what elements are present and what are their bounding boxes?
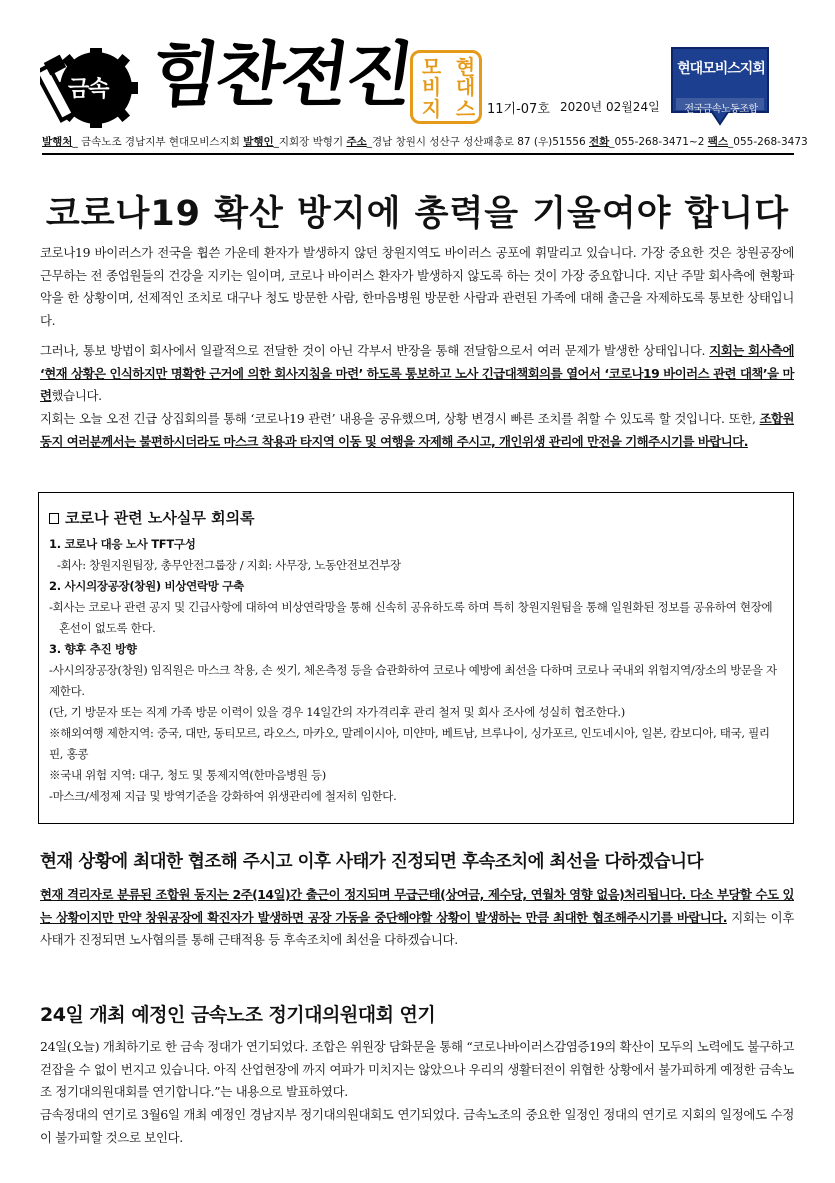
section-2-heading: 현재 상황에 최대한 협조해 주시고 이후 사태가 진정되면 후속조치에 최선을 다하겠습니다 <box>40 852 703 872</box>
masthead <box>0 0 835 148</box>
minutes-section-2-heading: 2. 사시의장공장(창원) 비상연락망 구축 <box>49 579 244 593</box>
minutes-section-3-heading: 3. 향후 추진 방향 <box>49 642 137 656</box>
checkbox-square-icon <box>49 513 59 524</box>
fax-label: 팩스 <box>707 136 729 148</box>
main-headline: 코로나19 확산 방지에 총력을 기울여야 합니다 <box>45 194 790 234</box>
intro-p2-end: 했습니다. <box>51 388 102 404</box>
minutes-section-3-line-1: -사시의장공장(창원) 임직원은 마스크 착용, 손 씻기, 체온측정 등을 습관화하여 코로나 예방에 최선을 다하며 코로나 국내외 위험지역/장소의 방문을 자제한다. <box>49 663 777 698</box>
issue-date: 2020년 02월24일 <box>560 100 660 114</box>
intro-paragraph-3 <box>40 408 794 453</box>
seal-char: 현 <box>455 55 476 79</box>
phone-value: _055-268-3471~2 <box>609 136 705 148</box>
minutes-title <box>49 507 783 528</box>
seal-char: 비 <box>421 75 442 99</box>
section-2-text: 지회는 이후 사태가 진정되면 노사협의를 통해 근태적용 등 후속조치에 최선을 다하겠습니다. <box>40 909 794 948</box>
minutes-section-1-line: -회사: 창원지원팀장, 총무안전그룹장 / 지회: 사무장, 노동안전보건부장 <box>57 558 401 572</box>
intro-p2-emphasis: 지회는 회사측에 ‘현재 상황은 인식하지만 명확한 근거에 의한 회사지침을 마련’ 하도록 통보하고 노사 긴급대책회의를 열어서 ‘코로나19 바이러스 관련 대책’을 마련 <box>40 343 794 404</box>
minutes-section-3-line-5: -마스크/세정제 지급 및 방역기준을 강화하여 위생관리에 철저히 임한다. <box>49 789 397 803</box>
minutes-section-3-line-2: (단, 기 방문자 또는 직계 가족 방문 이력이 있을 경우 14일간의 자가격리후 관리 철저 및 회사 조사에 성실히 협조한다.) <box>49 705 625 719</box>
minutes-section-3-line-4: ※국내 위험 지역: 대구, 청도 및 통제지역(한마음병원 등) <box>49 768 326 782</box>
issue-number: 11기-07호 <box>487 102 550 117</box>
minutes-title-text: 코로나 관련 노사실무 회의록 <box>65 509 255 527</box>
issuer-label: 발행인 <box>243 136 274 148</box>
intro-paragraph-1: 코로나19 바이러스가 전국을 휩쓴 가운데 환자가 발생하지 않던 창원지역도 바이러스 공포에 휘말리고 있습니다. 가장 중요한 것은 창원공장에 근무하는 전 종업원들의 건강을 지키는 일이며, 코로나 바이러스 환자가 발생하지 않도록 하는 것이 가장 중요합니다. 지난 주말 회사측에 현황파악을 한 상황이며, 선제적인 조치로 대구나 청도 방문한 사람, 한마음병원 방문한 사람과 관련된 가족에 대해 출근을 자제하도록 통보한 상태입니다. <box>40 245 794 328</box>
seal-char: 지 <box>421 97 442 121</box>
section-2-paragraph <box>40 884 794 952</box>
intro-p3-emphasis: 조합원 동지 여러분께서는 불편하시더라도 마스크 착용과 타지역 이동 및 여행을 자제해 주시고, 개인위생 관리에 만전을 기해주시기를 바랍니다. <box>40 411 794 449</box>
issuer-value: _지회장 박형기 <box>273 136 344 148</box>
section-2-emphasis: 현재 격리자로 분류된 조합원 동지는 2주(14일)간 출근이 정지되며 무급근태(상여금, 제수당, 연월차 영향 없음)처리됩니다. 다소 부당할 수도 있는 상황이지만 만약 창원공장에 확진자가 발생하면 공장 가동을 중단해야할 상황이 발생하는 만큼 최대한 협조해주시기를 바랍니다. <box>40 887 794 925</box>
intro-p3-text: 지회는 오늘 오전 긴급 상집회의를 통해 ‘코로나19 관련’ 내용을 공유했으며, 상황 변경시 빠른 조치를 취할 수 있도록 할 것입니다. 또한, <box>40 411 756 426</box>
minutes-section-3-line-3: ※해외여행 제한지역: 중국, 대만, 동티모르, 라오스, 마카오, 말레이시아, 미얀마, 베트남, 브루나이, 싱가포르, 인도네시아, 일본, 캄보디아, 태국, 필리핀, 홍콩 <box>49 726 770 761</box>
seal-char: 스 <box>455 97 476 121</box>
section-3-heading: 24일 개최 예정인 금속노조 정기대의원대회 연기 <box>40 1004 436 1026</box>
phone-label: 전화 <box>588 136 610 148</box>
chapter-seal <box>410 50 482 124</box>
chapter-flag-main-text: 현대모비스지회 <box>677 61 765 77</box>
publisher-value: _ 금속노조 경남지부 현대모비스지회 <box>72 136 240 148</box>
minutes-section-1-heading: 1. 코로나 대응 노사 TFT구성 <box>49 537 196 551</box>
seal-char: 대 <box>455 75 476 99</box>
publisher-label: 발행처 <box>42 136 73 148</box>
address-value: _경남 창원시 성산구 성산패총로 87 (우)51556 <box>366 136 586 148</box>
minutes-section-2-line: -회사는 코로나 관련 공지 및 긴급사항에 대하여 비상연락망을 통해 신속히 공유하도록 하며 특히 창원지원팀을 통해 일원화된 정보를 공유하여 현장에 혼선이 없도록 한다. <box>49 600 773 635</box>
newsletter-title: 힘찬전진 <box>146 34 417 116</box>
chapter-flag-sub-text: 전국금속노동조합 <box>684 104 758 115</box>
address-label: 주소 <box>346 136 367 148</box>
fax-value: _055-268-3473 <box>728 136 808 148</box>
union-logo-text: 금속 <box>68 77 109 102</box>
intro-paragraph-2 <box>40 340 794 408</box>
publisher-info <box>42 134 808 155</box>
section-3-paragraph-1: 24일(오늘) 개최하기로 한 금속 정대가 연기되었다. 조합은 위원장 담화문을 통해 “코로나바이러스감염증19의 확산이 모두의 노력에도 불구하고 걷잡을 수 없이 번지고 있습니다. 아직 산업현장에 까지 여파가 미치지는 않았으나 우리의 생활터전이 위협한 상황에서 불가피하게 예정한 금속노조 정기대의원대회를 연기합니다.”는 내용으로 발표하였다. <box>40 1039 794 1100</box>
minutes-box <box>38 492 794 824</box>
section-3-paragraph-2: 금속정대의 연기로 3월6일 개최 예정인 경남지부 정기대의원대회도 연기되었다. 금속노조의 중요한 일정인 정대의 연기로 지회의 일정에도 수정이 불가피할 것으로 보인다. <box>40 1107 794 1145</box>
intro-p2-text: 그러나, 통보 방법이 회사에서 일괄적으로 전달한 것이 아닌 각부서 반장을 통해 전달함으로서 여러 문제가 발생한 상태입니다. <box>40 343 706 358</box>
seal-char: 모 <box>421 55 442 79</box>
